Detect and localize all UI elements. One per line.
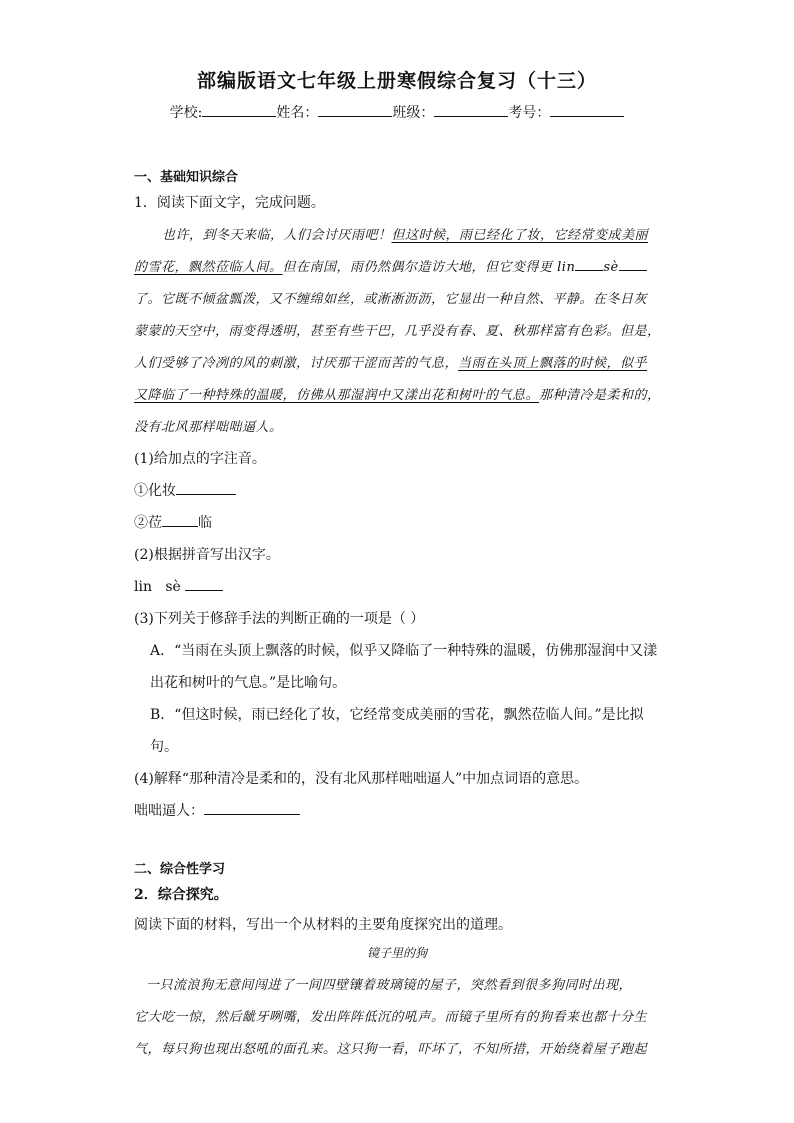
class-blank[interactable] — [434, 102, 508, 117]
sub-question-4-answer: 咄咄逼人： — [134, 800, 300, 820]
section-heading-2: 二、综合性学习 — [134, 862, 226, 877]
option-a-line-1[interactable]: A．“当雨在头顶上飘落的时候，似乎又降临了一种特殊的温暖，仿佛那湿润中又漾 — [150, 643, 658, 659]
class-label: 班级： — [392, 105, 435, 121]
passage-line-2: 的雪花，飘然莅临人间。但在南国，雨仍然偶尔造访大地，但它变得更 lin sè — [134, 256, 647, 275]
school-blank[interactable] — [202, 102, 276, 117]
answer-blank-1a[interactable] — [176, 480, 236, 495]
option-b-line-1[interactable]: B．“但这时候，雨已经化了妆，它经常变成美丽的雪花，飘然莅临人间。”是比拟 — [150, 707, 644, 723]
sub-question-3: (3)下列关于修辞手法的判断正确的一项是（ ） — [134, 611, 425, 627]
answer-blank-4[interactable] — [204, 800, 300, 815]
sub-question-1b: ②莅 临 — [134, 512, 212, 532]
option-a-line-2[interactable]: 出花和树叶的气息。”是比喻句。 — [150, 675, 347, 691]
question-2-instruction: 阅读下面的材料，写出一个从材料的主要角度探究出的道理。 — [134, 917, 512, 933]
sub-question-2: (2)根据拼音写出汉字。 — [134, 547, 280, 563]
sub-question-2-line: lin sè — [134, 576, 223, 595]
student-info-line — [0, 102, 794, 122]
section-heading-1: 一、基础知识综合 — [134, 170, 239, 185]
answer-blank-2[interactable] — [185, 576, 223, 591]
exam-no-label: 考号： — [508, 105, 551, 121]
story-line-3: 气，每只狗也现出怒吼的面孔来。这只狗一看，吓坏了，不知所措，开始绕着屋子跑起 — [134, 1042, 648, 1057]
exam-no-blank[interactable] — [550, 102, 624, 117]
answer-blank-1b[interactable] — [162, 512, 198, 527]
passage-line-7: 没有北风那样咄咄逼人。 — [134, 420, 283, 435]
passage-line-1: 也许，到冬天来临，人们会讨厌雨吧！但这时候，雨已经化了妆，它经常变成美丽 — [162, 228, 649, 243]
story-line-1: 一只流浪狗无意间闯进了一间四壁镶着玻璃镜的屋子，突然看到很多狗同时出现， — [146, 978, 633, 993]
option-b-line-2[interactable]: 句。 — [150, 739, 178, 755]
passage-blank-1[interactable] — [575, 256, 603, 271]
passage-blank-2[interactable] — [619, 256, 647, 271]
question-1-intro: 1．阅读下面文字，完成问题。 — [134, 195, 325, 211]
name-blank[interactable] — [318, 102, 392, 117]
passage-line-4: 蒙蒙的天空中，雨变得透明，甚至有些干巴，几乎没有春、夏、秋那样富有色彩。但是， — [134, 324, 661, 339]
passage-line-6: 又降临了一种特殊的温暖，仿佛从那湿润中又漾出花和树叶的气息。那种清冷是柔和的， — [134, 388, 661, 403]
page-title: 部编版语文七年级上册寒假综合复习（十三） — [196, 70, 597, 92]
passage-line-3: 了。它既不倾盆瓢泼，又不缠绵如丝，或淅淅沥沥，它显出一种自然、平静。在冬日灰 — [134, 292, 648, 307]
story-line-2: 它大吃一惊，然后龇牙咧嘴，发出阵阵低沉的吼声。而镜子里所有的狗看来也都十分生 — [134, 1010, 648, 1025]
question-2: 2．综合探究。 — [134, 887, 228, 903]
sub-question-4: (4)解释“那种清冷是柔和的，没有北风那样咄咄逼人”中加点词语的意思。 — [134, 771, 589, 787]
name-label: 姓名： — [276, 105, 319, 121]
passage-line-5: 人们受够了冷冽的风的刺激，讨厌那干涩而苦的气息，当雨在头顶上飘落的时候，似乎 — [134, 356, 648, 371]
sub-question-1: (1)给加点的字注音。 — [134, 451, 266, 467]
school-label: 学校: — [169, 105, 203, 121]
story-title: 镜子里的狗 — [366, 946, 427, 960]
sub-question-1a: ①化妆 — [134, 480, 236, 500]
